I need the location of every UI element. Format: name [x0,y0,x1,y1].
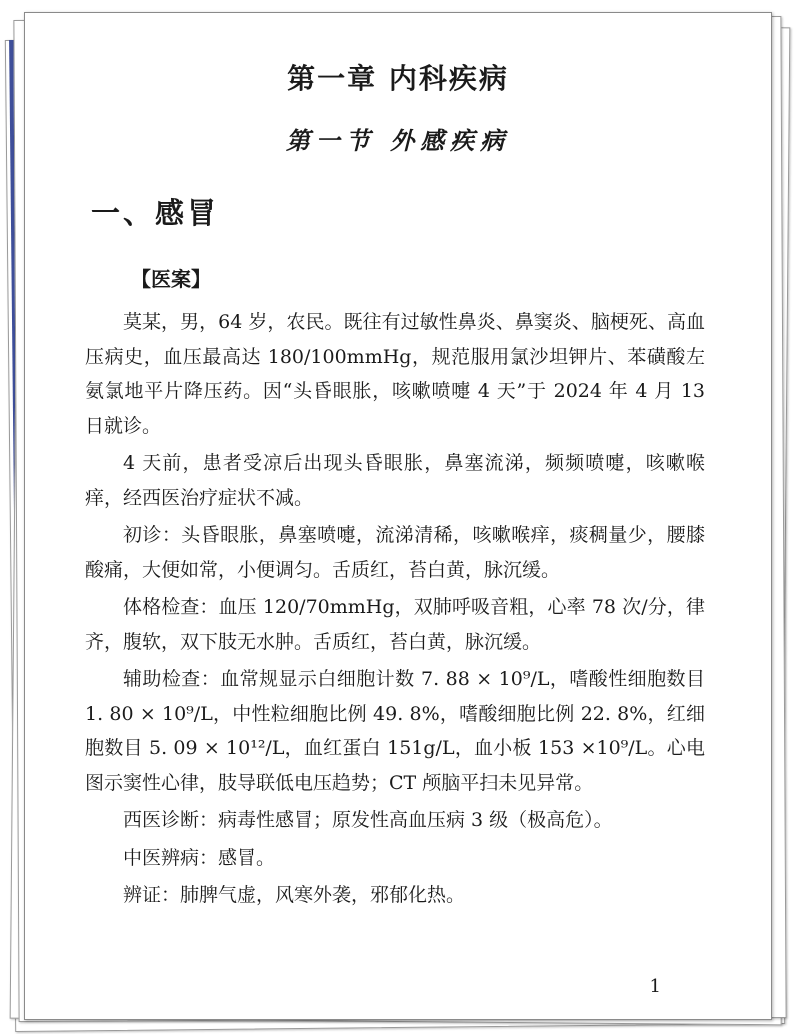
document-page [24,12,772,1020]
topic-heading: 一、感冒 [91,196,220,230]
paragraph-patient-history: 莫某，男，64 岁，农民。既往有过敏性鼻炎、鼻窦炎、脑梗死、高血压病史，血压最高达 180/100mmHg，规范服用氯沙坦钾片、苯磺酸左氨氯地平片降压药。因“头昏眼胀，咳嗽喷嚏 4 天”于 2024 年 4 月 13 日就诊。 [85,311,705,437]
chapter-title: 第一章 内科疾病 [287,62,509,95]
case-label: 【医案】 [131,267,211,291]
page-number: 1 [649,976,661,997]
section-title: 第一节 外感疾病 [285,126,511,155]
paragraph-first-visit: 初诊：头昏眼胀，鼻塞喷嚏，流涕清稀，咳嗽喉痒，痰稠量少，腰膝酸痛，大便如常，小便调匀。舌质红，苔白黄，脉沉缓。 [85,524,705,581]
paragraph-physical-exam: 体格检查：血压 120/70mmHg，双肺呼吸音粗，心率 78 次/分，律齐，腹软，双下肢无水肿。舌质红，苔白黄，脉沉缓。 [85,596,705,653]
paragraph-tcm-disease: 中医辨病：感冒。 [123,846,276,869]
paragraph-lab-tests: 辅助检查：血常规显示白细胞计数 7. 88 × 10⁹/L，嗜酸性细胞数目 1. 80 × 10⁹/L，中性粒细胞比例 49. 8%，嗜酸细胞比例 22. 8%，红细胞数目 5. 09 × 10¹²/L，血红蛋白 151g/L，血小板 153 ×10⁹/L。心电图示窦性心律，肢导联低电压趋势；CT 颅脑平扫未见异常。 [85,668,705,794]
paragraph-syndrome: 辨证：肺脾气虚，风寒外袭，邪郁化热。 [123,884,466,906]
paragraph-western-diagnosis: 西医诊断：病毒性感冒；原发性高血压病 3 级（极高危）。 [123,809,613,831]
paragraph-onset: 4 天前，患者受凉后出现头昏眼胀，鼻塞流涕，频频喷嚏，咳嗽喉痒，经西医治疗症状不减。 [85,452,705,509]
case-body [85,305,705,916]
